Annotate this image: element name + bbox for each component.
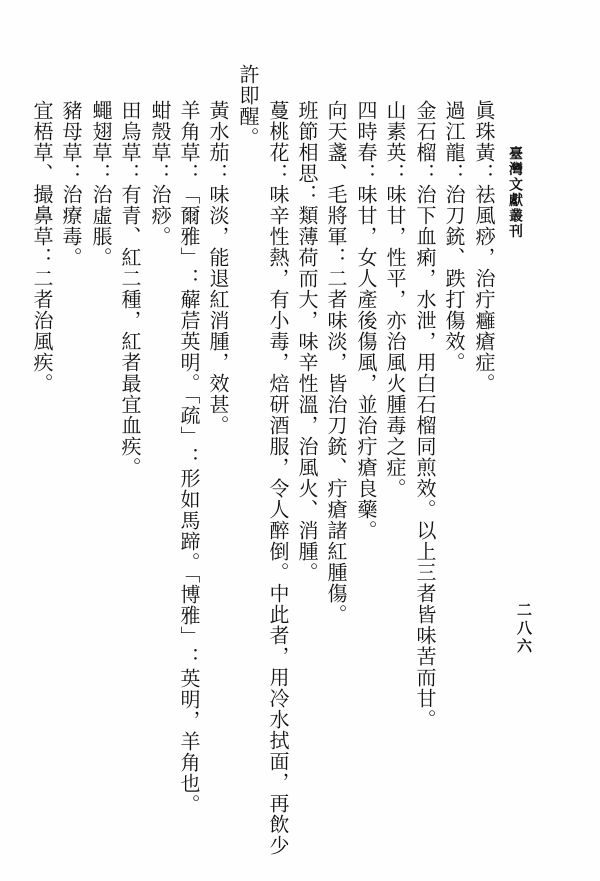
text-column-sishichun: 四時春：味甘，女人產後傷風，並治疔瘡良藥。 — [354, 100, 376, 541]
text-column-xiangtianzhan: 向天盞、毛將軍：二者味淡，皆治刀銃、疔瘡諸紅腫傷。 — [324, 100, 346, 625]
text-column-wrap-xujixing: 許即醒。 — [236, 64, 258, 148]
text-column-jinshiliu: 金石榴：治下血痢，水泄，用白石榴同煎效。以上三者皆味苦而甘。 — [413, 100, 435, 730]
text-column-yingchicao: 蠅翅草：治虛脹。 — [89, 100, 111, 268]
text-column-yiwucao: 宜梧草、撮鼻草：二者治風疾。 — [30, 100, 52, 394]
text-column-banjiexiangsi: 班節相思：類薄荷而大，味辛性溫，治風火、消腫。 — [295, 100, 317, 583]
text-column-mantaohua: 蔓桃花：味辛性熱，有小毒，焙研酒服，令人醉倒。中此者，用冷水拭面，再飲少 — [266, 100, 288, 856]
text-column-huangshuiqie: 黃水茄：味淡，能退紅消腫，效甚。 — [206, 100, 228, 436]
text-column-zhumucao: 豬母草：治療毒。 — [59, 100, 81, 268]
series-title: 臺灣文獻叢刊 — [507, 146, 522, 239]
text-column-tianwucao: 田烏草：有青、紅二種，紅者最宜血疾。 — [118, 100, 140, 478]
page-number: 二八六 — [515, 602, 531, 656]
text-column-zhenzhuhuang: 眞珠黃：祛風痧，治疔癰瘡症。 — [472, 100, 494, 394]
text-column-guojianglong: 過江龍：治刀銃、跌打傷效。 — [442, 100, 464, 373]
text-column-shansuying: 山素英：味甘，性平，亦治風火腫毒之症。 — [383, 100, 405, 499]
text-column-yangjiaocao: 羊角草：「爾雅」：薢茩英明。「疏」：形如馬蹄。「博雅」：英明，羊角也。 — [177, 100, 199, 815]
text-column-hankecao: 蚶殼草：治痧。 — [148, 100, 170, 247]
